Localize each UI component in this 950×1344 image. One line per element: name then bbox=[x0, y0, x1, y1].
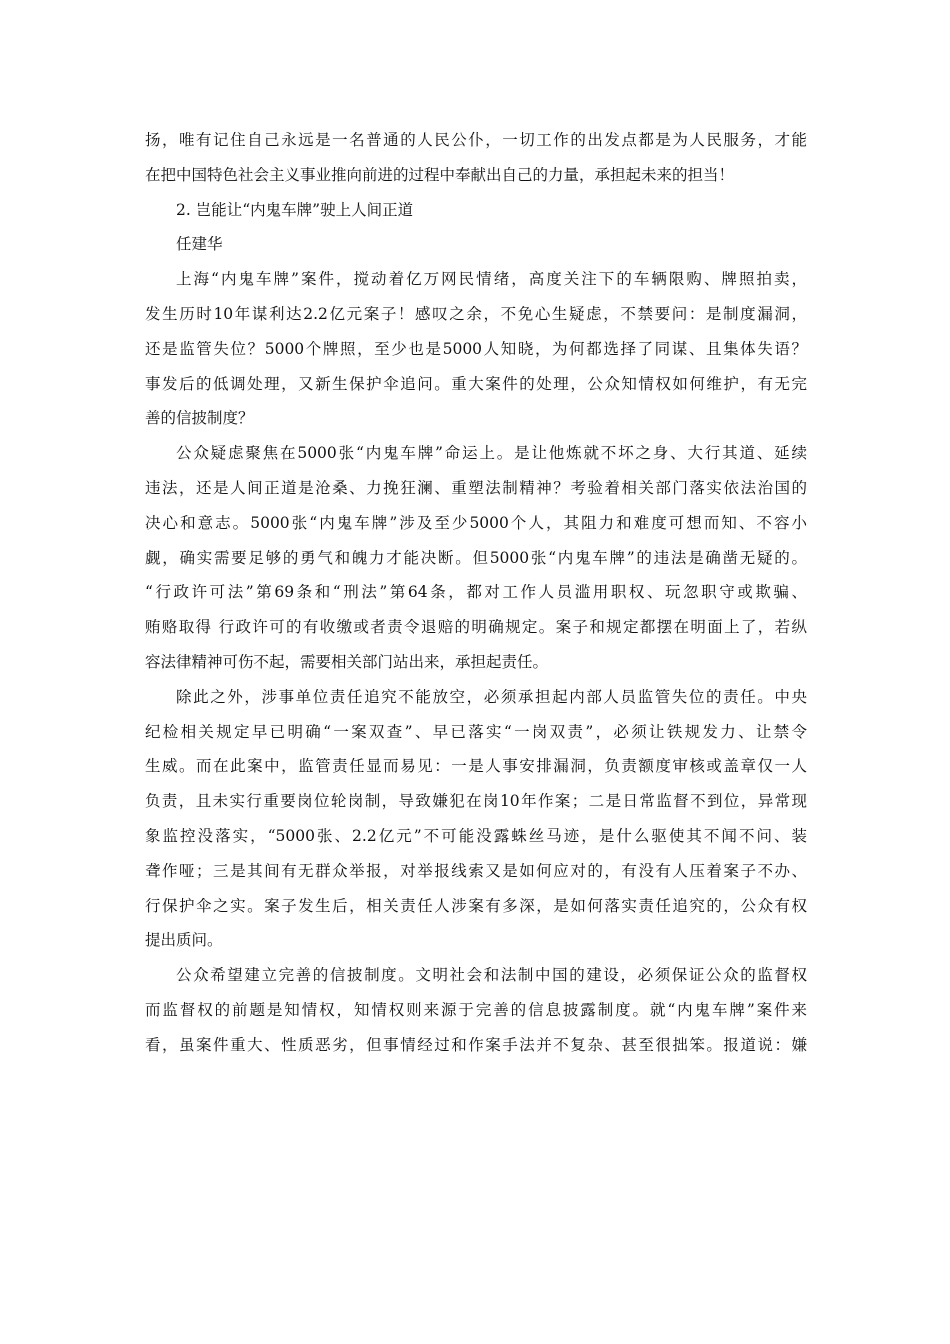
paragraph-line: 扬，唯有记住自己永远是一名普通的人民公仆，一切工作的出发点都是为人民服务，才能 bbox=[145, 131, 807, 149]
paragraph-line: 容法律精神可伤不起，需要相关部门站出来，承担起责任。 bbox=[145, 652, 549, 671]
paragraph-line: 在把中国特色社会主义事业推向前进的过程中奉献出自己的力量，承担起未来的担当！ bbox=[145, 165, 735, 184]
paragraph-line: 公众疑虑聚焦在5000张“内鬼车牌”命运上。是让他炼就不坏之身、大行其道、延续 bbox=[176, 444, 807, 463]
paragraph-line: 行保护伞之实。案子发生后，相关责任人涉案有多深，是如何落实责任追究的，公众有权 bbox=[145, 896, 807, 915]
paragraph-line: 提出质问。 bbox=[145, 931, 223, 950]
paragraph-line: 除此之外，涉事单位责任追究不能放空，必须承担起内部人员监管失位的责任。中央 bbox=[176, 687, 807, 706]
paragraph-line: 聋作哑；三是其间有无群众举报，对举报线索又是如何应对的，有没有人压着案子不办、 bbox=[145, 861, 807, 880]
paragraph-line: 上海“内鬼车牌”案件，搅动着亿万网民情绪，高度关注下的车辆限购、牌照拍卖， bbox=[176, 270, 807, 289]
paragraph-line: 纪检相关规定早已明确“一案双查”、早已落实“一岗双责”，必须让铁规发力、让禁令 bbox=[145, 722, 807, 741]
paragraph-line: 还是监管失位？5000个牌照，至少也是5000人知晓，为何都选择了同谋、且集体失语？ bbox=[145, 339, 807, 358]
paragraph-line: 象监控没落实，“5000张、2.2亿元”不可能没露蛛丝马迹，是什么驱使其不闻不问、装 bbox=[145, 826, 807, 845]
paragraph-line: 看，虽案件重大、性质恶劣，但事情经过和作案手法并不复杂、甚至很拙笨。报道说：嫌 bbox=[145, 1035, 807, 1054]
paragraph-line: 决心和意志。5000张“内鬼车牌”涉及至少5000个人，其阻力和难度可想而知、不容小 bbox=[145, 513, 807, 532]
paragraph-line: 而监督权的前题是知情权，知情权则来源于完善的信息披露制度。就“内鬼车牌”案件来 bbox=[145, 1000, 807, 1019]
author-name: 任建华 bbox=[176, 235, 223, 254]
section-heading: 2. 岂能让“内鬼车牌”驶上人间正道 bbox=[176, 200, 414, 219]
paragraph-line: “行政许可法”第69条和“刑法”第64条，都对工作人员滥用职权、玩忽职守或欺骗、 bbox=[145, 583, 807, 602]
paragraph-line: 发生历时10年谋利达2.2亿元案子！感叹之余，不免心生疑虑，不禁要问：是制度漏洞， bbox=[145, 304, 807, 323]
paragraph-line: 生威。而在此案中，监管责任显而易见：一是人事安排漏洞，负责额度审核或盖章仅一人 bbox=[145, 757, 807, 776]
paragraph-line: 贿赂取得 行政许可的有收缴或者责令退赔的明确规定。案子和规定都摆在明面上了，若纵 bbox=[145, 618, 807, 637]
paragraph-line: 公众希望建立完善的信披制度。文明社会和法制中国的建设，必须保证公众的监督权 bbox=[176, 966, 807, 985]
paragraph-line: 负责，且未实行重要岗位轮岗制，导致嫌犯在岗10年作案；二是日常监督不到位，异常现 bbox=[145, 792, 807, 811]
paragraph-line: 违法，还是人间正道是沧桑、力挽狂澜、重塑法制精神？考验着相关部门落实依法治国的 bbox=[145, 478, 807, 497]
document-body bbox=[145, 123, 807, 1063]
paragraph-line: 事发后的低调处理，又新生保护伞追问。重大案件的处理，公众知情权如何维护，有无完 bbox=[145, 374, 807, 393]
paragraph-line: 善的信披制度？ bbox=[145, 409, 254, 428]
paragraph-line: 觑，确实需要足够的勇气和魄力才能决断。但5000张“内鬼车牌”的违法是确凿无疑的。 bbox=[145, 548, 807, 567]
